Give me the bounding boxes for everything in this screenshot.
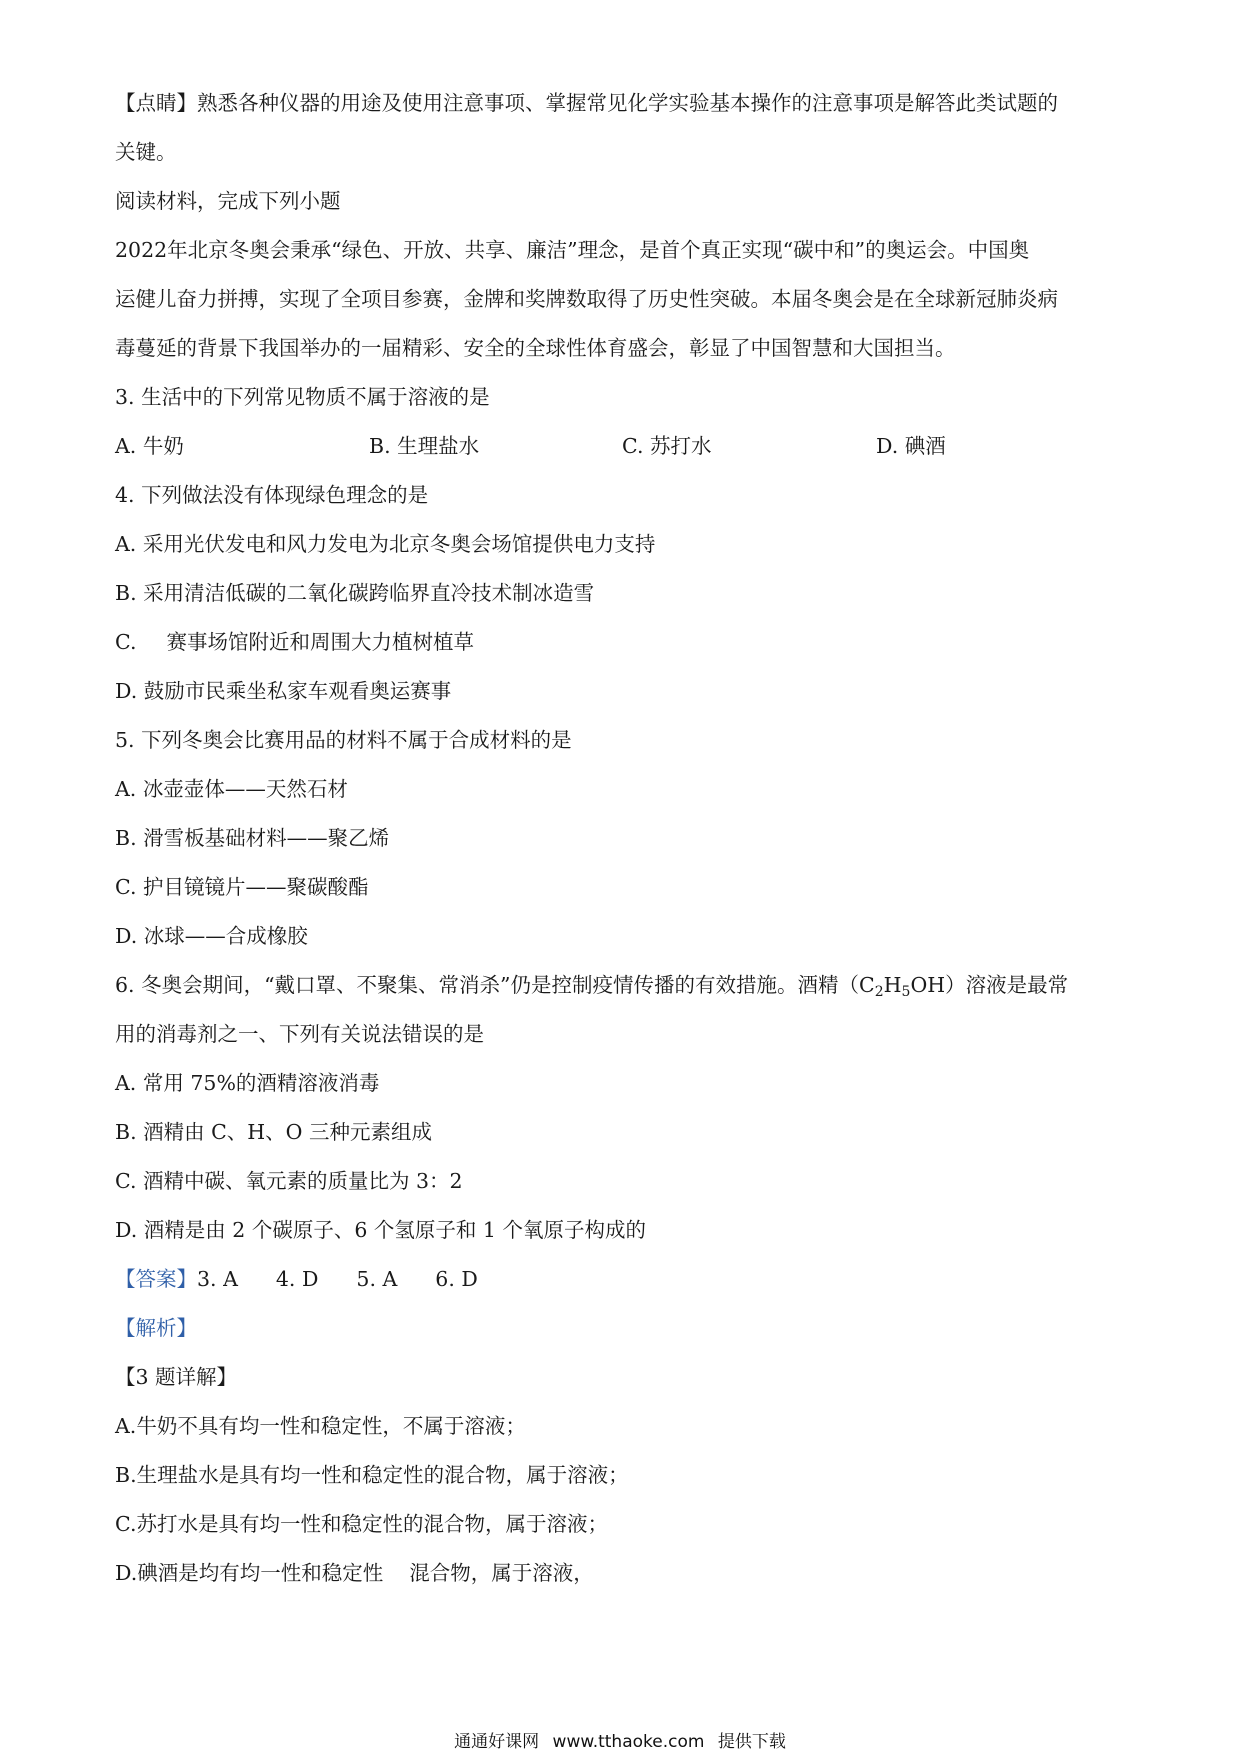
- q6-stem-pre: 6. 冬奥会期间，“戴口罩、不聚集、常消杀”仍是控制疫情传播的有效措施。酒精（C: [115, 973, 875, 997]
- q3-option-c: C. 苏打水: [622, 434, 712, 458]
- q4-option-b: B. 采用清洁低碳的二氧化碳跨临界直冷技术制冰造雪: [115, 581, 595, 605]
- analysis-label: 【解析】: [115, 1316, 197, 1340]
- answer-item-5: 5. A: [356, 1267, 398, 1291]
- analysis-option-d-pre: D.碘酒是均有均一性和稳定性: [115, 1561, 384, 1585]
- q6-option-c: C. 酒精中碳、氧元素的质量比为 3：2: [115, 1169, 463, 1193]
- analysis-option-c: C.苏打水是具有均一性和稳定性的混合物，属于溶液；: [115, 1512, 608, 1536]
- dianjing-label: 【点睛】: [115, 91, 197, 115]
- q6-stem-line-2: 用的消毒剂之一、下列有关说法错误的是: [115, 1022, 484, 1046]
- dianjing-line-2: 关键。: [115, 140, 177, 164]
- q6-option-d: D. 酒精是由 2 个碳原子、6 个氢原子和 1 个氧原子构成的: [115, 1218, 646, 1242]
- q4-stem: 4. 下列做法没有体现绿色理念的是: [115, 483, 429, 507]
- answer-item-4: 4. D: [275, 1267, 319, 1291]
- answer-item-6: 6. D: [435, 1267, 478, 1291]
- reading-para-1: 2022年北京冬奥会秉承“绿色、开放、共享、廉洁”理念，是首个真正实现“碳中和”的奥运会。中国奥: [115, 238, 1030, 262]
- q4-option-d: D. 鼓励市民乘坐私家车观看奥运赛事: [115, 679, 452, 703]
- q4-option-c: [115, 627, 474, 657]
- page-footer: [0, 1731, 1240, 1753]
- footer-site: 通通好课网: [454, 1732, 540, 1752]
- analysis-option-d: [115, 1558, 594, 1588]
- q4-option-c-label: C.: [115, 630, 137, 654]
- analysis-option-b: B.生理盐水是具有均一性和稳定性的混合物，属于溶液；: [115, 1463, 629, 1487]
- q4-option-a: A. 采用光伏发电和风力发电为北京冬奥会场馆提供电力支持: [115, 532, 656, 556]
- q3-option-d: D. 碘酒: [876, 434, 946, 458]
- q6-stem-post: OH）溶液是最常: [910, 973, 1069, 997]
- answer-line: [115, 1264, 516, 1294]
- q6-formula-h: H: [883, 973, 902, 997]
- footer-suffix: 提供下载: [717, 1732, 786, 1752]
- dianjing-line-1: [115, 88, 1058, 118]
- q5-option-c: C. 护目镜镜片——聚碳酸酯: [115, 875, 369, 899]
- q3-stem: 3. 生活中的下列常见物质不属于溶液的是: [115, 385, 490, 409]
- analysis-sub-label: 【3 题详解】: [115, 1365, 238, 1389]
- q6-formula-sub-2: 5: [901, 984, 911, 1000]
- answer-item-3: 3. A: [197, 1267, 238, 1291]
- q6-stem-line-1: [115, 970, 1068, 1007]
- reading-para-3: 毒蔓延的背景下我国举办的一届精彩、安全的全球性体育盛会，彰显了中国智慧和大国担当。: [115, 336, 956, 360]
- q3-option-a: A. 牛奶: [115, 434, 184, 458]
- analysis-option-a: A.牛奶不具有均一性和稳定性，不属于溶液；: [115, 1414, 526, 1438]
- q6-option-b: B. 酒精由 C、H、O 三种元素组成: [115, 1120, 432, 1144]
- q4-option-c-text: 赛事场馆附近和周围大力植树植草: [166, 630, 474, 654]
- analysis-option-d-post: 混合物，属于溶液，: [409, 1561, 594, 1585]
- q5-option-d: D. 冰球——合成橡胶: [115, 924, 308, 948]
- answer-label: 【答案】: [115, 1267, 197, 1291]
- reading-intro: 阅读材料，完成下列小题: [115, 189, 341, 213]
- q3-option-b: B. 生理盐水: [369, 434, 480, 458]
- footer-url[interactable]: www.tthaoke.com: [552, 1732, 705, 1752]
- q5-stem: 5. 下列冬奥会比赛用品的材料不属于合成材料的是: [115, 728, 572, 752]
- reading-para-2: 运健儿奋力拼搏，实现了全项目参赛，金牌和奖牌数取得了历史性突破。本届冬奥会是在全球新冠肺炎病: [115, 287, 1058, 311]
- dianjing-text-1: 熟悉各种仪器的用途及使用注意事项、掌握常见化学实验基本操作的注意事项是解答此类试题的: [197, 91, 1058, 115]
- q6-option-a: A. 常用 75%的酒精溶液消毒: [115, 1071, 380, 1095]
- q5-option-a: A. 冰壶壶体——天然石材: [115, 777, 348, 801]
- q5-option-b: B. 滑雪板基础材料——聚乙烯: [115, 826, 390, 850]
- q6-formula-sub-1: 2: [874, 984, 884, 1000]
